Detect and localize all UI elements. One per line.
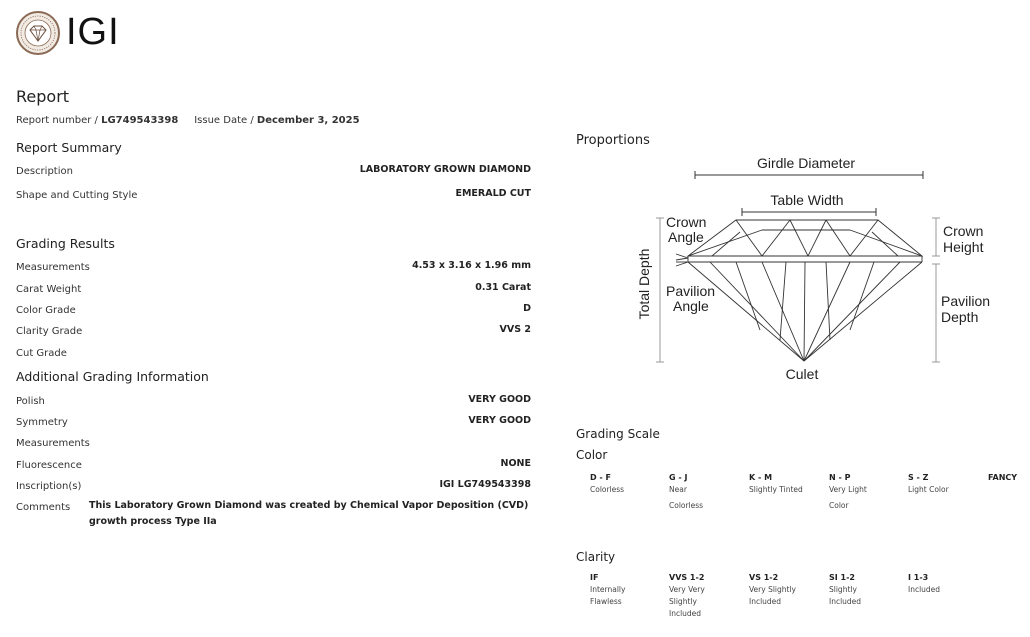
clarity-grade: SI 1-2	[829, 573, 855, 582]
color-grade: G - J	[669, 473, 688, 482]
clarity-grade: I 1-3	[908, 573, 929, 582]
report-number: LG749543398	[101, 115, 179, 126]
summary-label-description: Description	[16, 166, 73, 177]
total-depth-label: Total Depth	[636, 248, 652, 320]
color-desc: Very Light	[829, 485, 867, 494]
grading-label-measurements: Measurements	[16, 262, 90, 273]
grading-value-carat: 0.31 Carat	[475, 282, 531, 293]
color-desc: Near	[669, 485, 687, 494]
color-desc: Slightly Tinted	[749, 485, 803, 494]
color-desc: Color	[829, 501, 849, 510]
additional-value-symmetry: VERY GOOD	[468, 415, 531, 426]
crown-height-label-1: Crown	[943, 223, 984, 239]
issue-date: December 3, 2025	[256, 115, 360, 126]
clarity-scale-item	[590, 573, 625, 608]
clarity-desc: Slightly	[669, 597, 697, 606]
additional-label-comments: Comments	[16, 502, 71, 513]
clarity-scale-item	[908, 573, 940, 596]
culet-label: Culet	[785, 366, 819, 382]
report-number-label: Report number /	[16, 115, 98, 126]
summary-value-description: LABORATORY GROWN DIAMOND	[359, 164, 531, 175]
section-proportions: Proportions	[576, 133, 650, 148]
clarity-desc: Slightly	[829, 585, 857, 594]
clarity-desc: Included	[908, 585, 941, 594]
color-desc: Colorless	[669, 501, 704, 510]
clarity-scale-title: Clarity	[576, 550, 616, 564]
color-grade: K - M	[749, 473, 773, 482]
clarity-grade: VVS 1-2	[669, 573, 705, 582]
report-title: Report	[16, 87, 70, 106]
brand-name: IGI	[66, 11, 120, 53]
color-desc: Colorless	[590, 485, 625, 494]
additional-value-fluorescence: NONE	[500, 458, 531, 469]
clarity-desc: Included	[749, 597, 782, 606]
grading-label-clarity: Clarity Grade	[16, 326, 83, 337]
igi-logo	[15, 10, 125, 56]
additional-value-polish: VERY GOOD	[468, 394, 531, 405]
clarity-scale-item	[829, 573, 861, 608]
grading-value-clarity: VVS 2	[499, 324, 531, 335]
grading-label-color: Color Grade	[16, 305, 76, 316]
clarity-desc: Very Slightly	[749, 585, 796, 594]
clarity-desc: Very Very	[669, 585, 705, 594]
additional-label-fluorescence: Fluorescence	[16, 460, 82, 471]
color-grade: N - P	[829, 473, 851, 482]
color-scale-item	[590, 473, 624, 498]
color-grade: FANCY	[988, 473, 1018, 482]
table-width-label: Table Width	[770, 192, 844, 208]
pavilion-angle-label-2: Angle	[673, 298, 709, 314]
additional-label-polish: Polish	[16, 396, 45, 407]
additional-label-symmetry: Symmetry	[16, 417, 68, 428]
issue-date-label: Issue Date /	[194, 115, 254, 126]
clarity-scale-item	[749, 573, 796, 608]
clarity-desc: Included	[829, 597, 862, 606]
color-scale-item	[829, 473, 867, 514]
color-grade: D - F	[590, 473, 611, 482]
color-scale-item	[988, 473, 1017, 482]
clarity-grade: VS 1-2	[749, 573, 779, 582]
clarity-scale-item	[669, 573, 705, 620]
color-scale-item	[669, 473, 703, 514]
color-scale-item	[908, 473, 949, 498]
crown-height-label-2: Height	[943, 239, 984, 255]
pavilion-depth-label-2: Depth	[941, 309, 979, 325]
crown-angle-label-2: Angle	[668, 229, 704, 245]
color-grade: S - Z	[908, 473, 929, 482]
grading-label-cut: Cut Grade	[16, 348, 67, 359]
color-scale-title: Color	[576, 448, 608, 462]
pavilion-angle-label-1: Pavilion	[666, 283, 716, 299]
additional-value-inscription: IGI LG749543398	[439, 479, 531, 490]
additional-label-measurements: Measurements	[16, 438, 90, 449]
pavilion-depth-label-1: Pavilion	[941, 293, 991, 309]
summary-value-shape: EMERALD CUT	[455, 188, 531, 199]
color-desc: Light Color	[908, 485, 949, 494]
clarity-desc: Included	[669, 609, 702, 618]
additional-value-comments: This Laboratory Grown Diamond was created by Chemical Vapor Deposition (CVD) growth process Type IIa	[89, 500, 529, 527]
igi-seal-icon	[16, 11, 60, 55]
proportions-diagram	[628, 150, 1028, 390]
clarity-grade: IF	[590, 573, 599, 582]
grading-value-measurements: 4.53 x 3.16 x 1.96 mm	[412, 260, 531, 271]
crown-angle-label-1: Crown	[666, 214, 707, 230]
grading-scale-title: Grading Scale	[576, 427, 660, 441]
color-scale-item	[749, 473, 803, 498]
clarity-desc: Internally	[590, 585, 626, 594]
grading-label-carat: Carat Weight	[16, 284, 82, 295]
section-report-summary: Report Summary	[16, 140, 122, 155]
additional-label-inscription: Inscription(s)	[16, 481, 82, 492]
section-additional-info: Additional Grading Information	[16, 369, 209, 384]
clarity-desc: Flawless	[590, 597, 622, 606]
section-grading-results: Grading Results	[16, 236, 115, 251]
grading-value-color: D	[523, 303, 531, 314]
report-meta	[16, 115, 360, 126]
girdle-diameter-label: Girdle Diameter	[756, 155, 856, 171]
summary-label-shape: Shape and Cutting Style	[16, 190, 138, 201]
